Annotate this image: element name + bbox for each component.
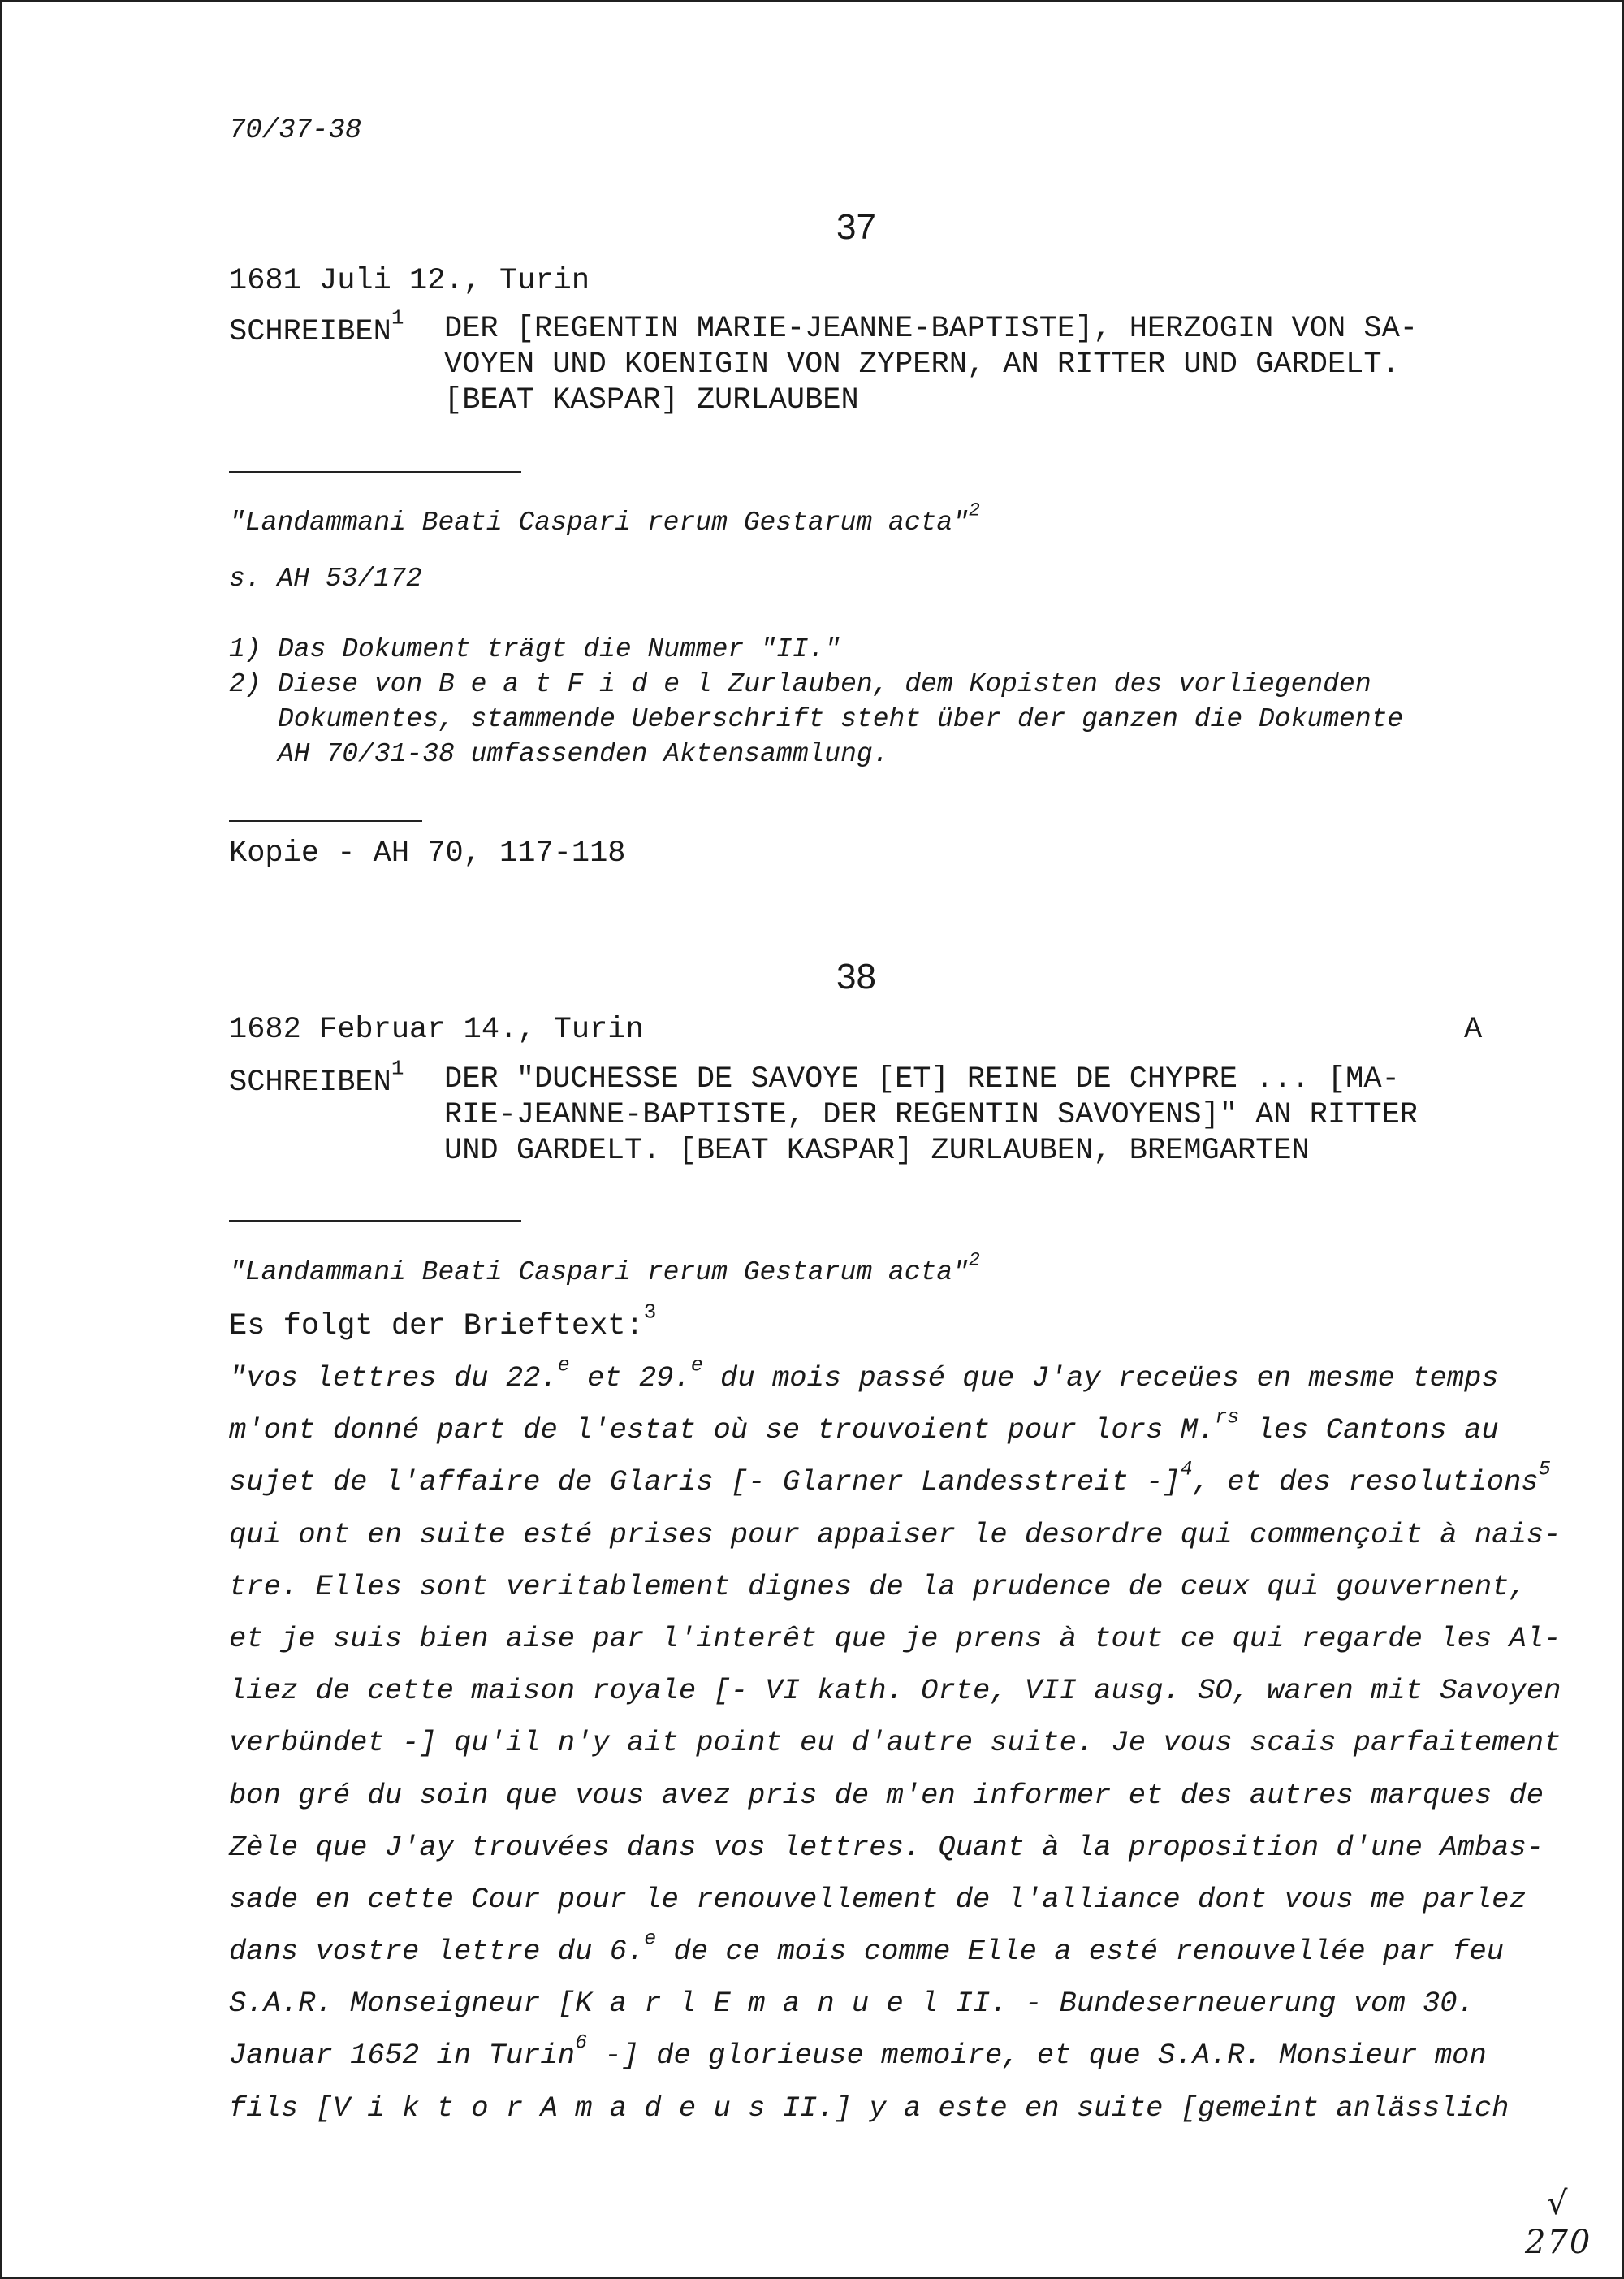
title-word: SCHREIBEN xyxy=(229,1066,391,1100)
date-line-37: 1681 Juli 12., Turin xyxy=(229,264,590,298)
footnote-number: 1) xyxy=(229,634,261,664)
letter-line: S.A.R. Monseigneur [K a r l E m a n u e l II. - Bundeserneuerung vom 30. xyxy=(229,1987,1475,2021)
footnote-ref: 1 xyxy=(391,1056,404,1081)
footnote-ref: 2 xyxy=(968,499,980,521)
handwritten-page-number: 270 xyxy=(1525,2224,1592,2261)
see-also-37: s. AH 53/172 xyxy=(229,564,422,594)
letter-line: fils [V i k t o r A m a d e u s II.] y a este en suite [gemeint anlässlich xyxy=(229,2091,1510,2125)
letter-line xyxy=(229,1456,1561,1508)
superscript: e xyxy=(557,1354,570,1377)
title-line: [BEAT KASPAR] ZURLAUBEN xyxy=(444,383,859,417)
footnote-text: Diese von B e a t F i d e l Zurlauben, dem Kopisten des vorliegenden xyxy=(278,669,1371,699)
divider xyxy=(229,471,521,473)
text: les Cantons au xyxy=(1239,1413,1499,1447)
title-text-38 xyxy=(444,1062,1418,1169)
title-line: DER [REGENTIN MARIE-JEANNE-BAPTISTE], HERZOGIN VON SA- xyxy=(444,312,1418,346)
footnote-ref: 3 xyxy=(643,1300,657,1325)
document-number-37: 37 xyxy=(836,207,876,247)
footnote-text: Dokumentes, stammende Ueberschrift steht über der ganzen die Dokumente xyxy=(278,704,1404,734)
text: sujet de l'affaire de Glaris [- Glarner Landesstreit -] xyxy=(229,1465,1181,1499)
title-line: VOYEN UND KOENIGIN VON ZYPERN, AN RITTER UND GARDELT. xyxy=(444,348,1400,382)
footnote-text: AH 70/31-38 umfassenden Aktensammlung. xyxy=(278,739,889,769)
footnote-item xyxy=(229,632,1403,667)
check-mark: √ xyxy=(1547,2185,1568,2222)
footnote-number: 2) xyxy=(229,669,261,699)
date-line-38: 1682 Februar 14., Turin xyxy=(229,1013,644,1047)
letter-line: sade en cette Cour pour le renouvellement de l'alliance dont vous me parlez xyxy=(229,1882,1527,1916)
superscript: e xyxy=(644,1927,657,1951)
letter-line xyxy=(229,1352,1561,1404)
divider xyxy=(229,820,422,822)
title-label-37 xyxy=(229,305,404,349)
intro-text: Es folgt der Brieftext: xyxy=(229,1309,644,1343)
letter-line: tre. Elles sont veritablement dignes de la prudence de ceux qui gouvernent, xyxy=(229,1569,1527,1603)
text: m'ont donné part de l'estat où se trouvoient pour lors M. xyxy=(229,1413,1216,1447)
letter-line: bon gré du soin que vous avez pris de m'en informer et des autres marques de xyxy=(229,1778,1544,1812)
footnotes-37 xyxy=(229,632,1403,772)
document-mark: A xyxy=(1464,1013,1483,1047)
document-number-38: 38 xyxy=(836,957,876,997)
letter-line: Zèle que J'ay trouvées dans vos lettres. Quant à la proposition d'une Ambas- xyxy=(229,1830,1544,1864)
superscript: 4 xyxy=(1180,1458,1193,1481)
footnote-text: Das Dokument trägt die Nummer "II." xyxy=(278,634,841,664)
text: Januar 1652 in Turin xyxy=(229,2039,576,2073)
title-word: SCHREIBEN xyxy=(229,315,391,349)
footnote-continuation xyxy=(229,737,1403,772)
letter-line: liez de cette maison royale [- VI kath. Orte, VII ausg. SO, waren mit Savoyen xyxy=(229,1674,1561,1708)
footnote-continuation xyxy=(229,702,1403,737)
footnote-ref: 1 xyxy=(391,305,404,331)
text: et 29. xyxy=(569,1361,691,1395)
title-text-37 xyxy=(444,311,1418,418)
source-title-38 xyxy=(229,1249,980,1287)
title-label-38 xyxy=(229,1056,404,1100)
letter-line: et je suis bien aise par l'interêt que je prens à tout ce qui regarde les Al- xyxy=(229,1621,1561,1655)
archive-reference: 70/37-38 xyxy=(229,115,362,146)
title-line: DER "DUCHESSE DE SAVOYE [ET] REINE DE CHYPRE ... [MA- xyxy=(444,1062,1400,1096)
source-title-37 xyxy=(229,499,980,538)
footnote-item xyxy=(229,667,1403,702)
source-title-text: "Landammani Beati Caspari rerum Gestarum acta" xyxy=(229,1257,969,1287)
letter-body xyxy=(229,1352,1561,2134)
source-title-text: "Landammani Beati Caspari rerum Gestarum acta" xyxy=(229,508,969,538)
letter-line xyxy=(229,1926,1561,1978)
letter-line: qui ont en suite esté prises pour appaiser le desordre qui commençoit à nais- xyxy=(229,1517,1561,1551)
text: -] de glorieuse memoire, et que S.A.R. Monsieur mon xyxy=(587,2039,1487,2073)
superscript: rs xyxy=(1215,1406,1240,1429)
text: "vos lettres du 22. xyxy=(229,1361,558,1395)
footnote-ref: 2 xyxy=(968,1249,980,1271)
superscript: 5 xyxy=(1538,1458,1551,1481)
letter-line xyxy=(229,2030,1561,2082)
divider xyxy=(229,1220,521,1222)
superscript: e xyxy=(690,1354,703,1377)
title-line: RIE-JEANNE-BAPTISTE, DER REGENTIN SAVOYENS]" AN RITTER xyxy=(444,1098,1418,1132)
text: du mois passé que J'ay receües en mesme temps xyxy=(702,1361,1499,1395)
letter-line: verbündet -] qu'il n'y ait point eu d'autre suite. Je vous scais parfaitement xyxy=(229,1726,1561,1760)
text: , et des resolutions xyxy=(1192,1465,1539,1499)
intro-line xyxy=(229,1300,657,1343)
letter-line xyxy=(229,1404,1561,1456)
text: dans vostre lettre du 6. xyxy=(229,1935,645,1969)
copy-reference-37: Kopie - AH 70, 117-118 xyxy=(229,837,626,871)
title-line: UND GARDELT. [BEAT KASPAR] ZURLAUBEN, BREMGARTEN xyxy=(444,1134,1310,1168)
superscript: 6 xyxy=(575,2031,587,2055)
text: de ce mois comme Elle a esté renouvellée par feu xyxy=(656,1935,1505,1969)
